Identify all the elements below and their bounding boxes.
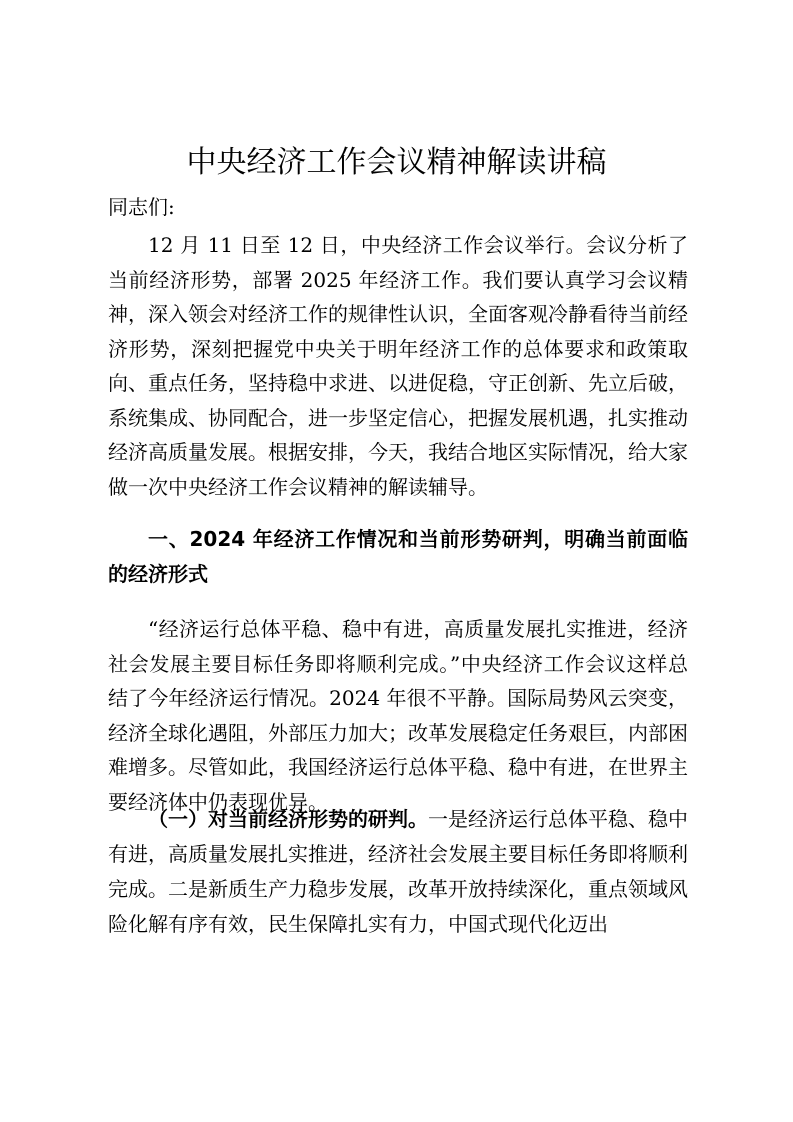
paragraph-intro: 12 月 11 日至 12 日，中央经济工作会议举行。会议分析了当前经济形势，部署 2025 年经济工作。我们要认真学习会议精神，深入领会对经济工作的规律性认识，全面客观冷静看待当前经济形势，深刻把握党中央关于明年经济工作的总体要求和政策取向、重点任务，坚持稳中求进、以进促稳，守正创新、先立后破，系统集成、协同配合，进一步坚定信心，把握发展机遇，扎实推动经济高质量发展。根据安排，今天，我结合地区实际情况，给大家做一次中央经济工作会议精神的解读辅导。 [108,233,688,499]
page-title: 中央经济工作会议精神解读讲稿 [186,145,607,180]
subsection-body-text: 一是经济运行总体平稳、稳中有进，高质量发展扎实推进，经济社会发展主要目标任务即将顺利完成。二是新质生产力稳步发展，改革开放持续深化，重点领域风险化解有序有效，民生保障扎实有力，中国式现代化迈出 [108,807,688,936]
section-heading-1: 一、2024 年经济工作情况和当前形势研判，明确当前面临的经济形式 [108,527,688,586]
subsection-heading-1: （一）对当前经济形势的研判。 [148,807,428,831]
salutation: 同志们: [108,195,175,219]
paragraph-situation-analysis [108,802,688,942]
paragraph-economic-summary: “经济运行总体平稳、稳中有进，高质量发展扎实推进，经济社会发展主要目标任务即将顺利完成。”中央经济工作会议这样总结了今年经济运行情况。2024 年很不平静。国际局势风云突变，经济全球化遇阻，外部压力加大；改革发展稳定任务艰巨，内部困难增多。尽管如此，我国经济运行总体平稳、稳中有进，在世界主要经济体中仍表现优异。 [108,617,688,814]
